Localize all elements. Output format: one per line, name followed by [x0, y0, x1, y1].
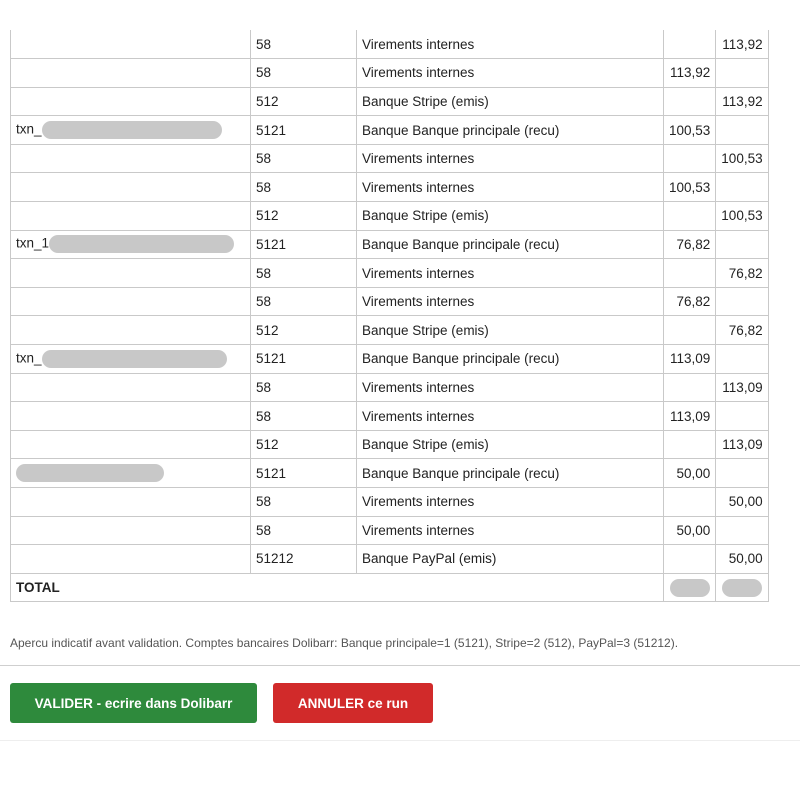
- redacted-ref-blur: [49, 235, 234, 253]
- footer-divider: [0, 740, 800, 741]
- account-cell: 512: [251, 316, 357, 345]
- label-cell: Banque Stripe (emis): [357, 316, 664, 345]
- ledger-row: [11, 287, 769, 316]
- ledger-row: [11, 144, 769, 173]
- ledger-row: [11, 259, 769, 288]
- ledger-row: [11, 230, 769, 259]
- ref-cell: [11, 144, 251, 173]
- debit-cell: 100,53: [664, 173, 716, 202]
- ref-cell: [11, 173, 251, 202]
- account-cell: 58: [251, 144, 357, 173]
- debit-cell: 76,82: [664, 287, 716, 316]
- preview-note: Apercu indicatif avant validation. Comptes bancaires Dolibarr: Banque principale=1 (5121), Stripe=2 (512), PayPal=3 (51212).: [10, 636, 679, 650]
- divider: [0, 665, 800, 666]
- debit-cell: [664, 545, 716, 574]
- total-row: [11, 573, 769, 602]
- debit-cell: [664, 430, 716, 459]
- credit-cell: [716, 59, 768, 88]
- ledger-row: [11, 202, 769, 231]
- label-cell: Virements internes: [357, 144, 664, 173]
- credit-cell: [716, 173, 768, 202]
- ref-cell: [11, 116, 251, 145]
- credit-cell: 76,82: [716, 259, 768, 288]
- ref-cell: [11, 259, 251, 288]
- account-cell: 58: [251, 173, 357, 202]
- ref-cell: [11, 316, 251, 345]
- ledger-row: [11, 545, 769, 574]
- debit-cell: [664, 87, 716, 116]
- label-cell: Virements internes: [357, 59, 664, 88]
- debit-cell: [664, 30, 716, 59]
- debit-cell: [664, 202, 716, 231]
- label-cell: Virements internes: [357, 488, 664, 517]
- transaction-ref: txn_: [16, 121, 42, 137]
- credit-cell: [716, 230, 768, 259]
- label-cell: Virements internes: [357, 516, 664, 545]
- validate-button[interactable]: VALIDER - ecrire dans Dolibarr: [10, 683, 257, 723]
- ref-cell: [11, 202, 251, 231]
- credit-cell: [716, 116, 768, 145]
- credit-cell: 113,92: [716, 30, 768, 59]
- total-debit-redacted: [670, 579, 710, 597]
- label-cell: Banque Banque principale (recu): [357, 116, 664, 145]
- account-cell: 58: [251, 488, 357, 517]
- ref-cell: [11, 430, 251, 459]
- credit-cell: 100,53: [716, 144, 768, 173]
- label-cell: Banque Stripe (emis): [357, 430, 664, 459]
- debit-cell: [664, 144, 716, 173]
- ref-cell: [11, 345, 251, 374]
- account-cell: 58: [251, 402, 357, 431]
- label-cell: Banque Stripe (emis): [357, 87, 664, 116]
- label-cell: Virements internes: [357, 173, 664, 202]
- redacted-ref-blur: [42, 121, 222, 139]
- credit-cell: 100,53: [716, 202, 768, 231]
- account-cell: 58: [251, 259, 357, 288]
- label-cell: Virements internes: [357, 287, 664, 316]
- ref-cell: [11, 30, 251, 59]
- credit-cell: 113,09: [716, 430, 768, 459]
- ref-cell: [11, 402, 251, 431]
- ref-cell: [11, 545, 251, 574]
- label-cell: Banque Banque principale (recu): [357, 459, 664, 488]
- credit-cell: [716, 459, 768, 488]
- transaction-ref: txn_1: [16, 236, 50, 252]
- credit-cell: 50,00: [716, 488, 768, 517]
- account-cell: 5121: [251, 459, 357, 488]
- debit-cell: [664, 373, 716, 402]
- debit-cell: 76,82: [664, 230, 716, 259]
- ref-cell: [11, 287, 251, 316]
- debit-cell: 113,09: [664, 402, 716, 431]
- account-cell: 58: [251, 516, 357, 545]
- account-cell: 512: [251, 202, 357, 231]
- ref-cell: [11, 87, 251, 116]
- account-cell: 512: [251, 87, 357, 116]
- debit-cell: [664, 259, 716, 288]
- account-cell: 58: [251, 59, 357, 88]
- ref-cell: [11, 459, 251, 488]
- debit-cell: [664, 316, 716, 345]
- credit-cell: 113,09: [716, 373, 768, 402]
- ledger-body: [11, 30, 769, 602]
- label-cell: Banque Stripe (emis): [357, 202, 664, 231]
- redacted-ref-blur: [42, 350, 227, 368]
- credit-cell: 50,00: [716, 545, 768, 574]
- ref-cell: [11, 373, 251, 402]
- total-credit-cell: [716, 573, 768, 602]
- label-cell: Banque Banque principale (recu): [357, 345, 664, 374]
- account-cell: 5121: [251, 345, 357, 374]
- label-cell: Virements internes: [357, 373, 664, 402]
- ledger-row: [11, 516, 769, 545]
- debit-cell: 113,92: [664, 59, 716, 88]
- debit-cell: 50,00: [664, 459, 716, 488]
- ledger-row: [11, 173, 769, 202]
- ledger-row: [11, 59, 769, 88]
- ref-cell: [11, 230, 251, 259]
- transaction-ref: txn_: [16, 350, 42, 366]
- debit-cell: [664, 488, 716, 517]
- ref-cell: [11, 59, 251, 88]
- debit-cell: 113,09: [664, 345, 716, 374]
- total-credit-redacted: [722, 579, 762, 597]
- label-cell: Banque PayPal (emis): [357, 545, 664, 574]
- total-debit-cell: [664, 573, 716, 602]
- credit-cell: [716, 287, 768, 316]
- ledger-row: [11, 402, 769, 431]
- debit-cell: 100,53: [664, 116, 716, 145]
- ref-cell: [11, 516, 251, 545]
- total-label: TOTAL: [11, 573, 664, 602]
- debit-cell: 50,00: [664, 516, 716, 545]
- credit-cell: [716, 516, 768, 545]
- label-cell: Banque Banque principale (recu): [357, 230, 664, 259]
- ref-cell: [11, 488, 251, 517]
- top-area: [0, 0, 800, 30]
- ledger-row: [11, 116, 769, 145]
- account-cell: 58: [251, 287, 357, 316]
- credit-cell: [716, 402, 768, 431]
- ledger-row: [11, 345, 769, 374]
- label-cell: Virements internes: [357, 402, 664, 431]
- credit-cell: 113,92: [716, 87, 768, 116]
- ledger-row: [11, 488, 769, 517]
- redacted-ref-blur: [16, 464, 164, 482]
- ledger-row: [11, 373, 769, 402]
- account-cell: 5121: [251, 116, 357, 145]
- label-cell: Virements internes: [357, 30, 664, 59]
- ledger-row: [11, 430, 769, 459]
- label-cell: Virements internes: [357, 259, 664, 288]
- ledger-row: [11, 87, 769, 116]
- ledger-table: [10, 30, 769, 602]
- account-cell: 58: [251, 30, 357, 59]
- cancel-button[interactable]: ANNULER ce run: [273, 683, 433, 723]
- ledger-row: [11, 459, 769, 488]
- account-cell: 5121: [251, 230, 357, 259]
- ledger-row: [11, 30, 769, 59]
- account-cell: 512: [251, 430, 357, 459]
- account-cell: 51212: [251, 545, 357, 574]
- ledger-row: [11, 316, 769, 345]
- account-cell: 58: [251, 373, 357, 402]
- credit-cell: [716, 345, 768, 374]
- credit-cell: 76,82: [716, 316, 768, 345]
